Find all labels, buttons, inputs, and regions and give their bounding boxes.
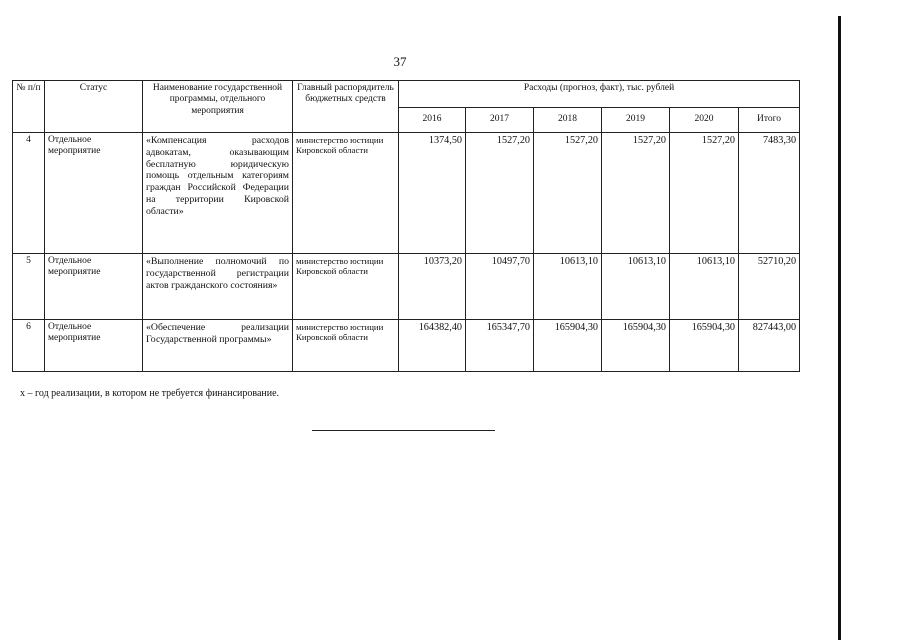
row-status: Отдельное мероприятие — [45, 320, 143, 372]
header-executor: Главный распорядитель бюджетных средств — [293, 81, 399, 133]
row-value: 164382,40 — [399, 320, 466, 372]
table-row — [13, 133, 800, 254]
row-value: 1527,20 — [602, 133, 670, 254]
table-row — [13, 320, 800, 372]
separator-line — [312, 430, 495, 431]
row-value: 1527,20 — [534, 133, 602, 254]
header-year: 2018 — [534, 108, 602, 133]
page-number: 37 — [393, 54, 407, 69]
row-value: 10613,10 — [602, 254, 670, 320]
row-executor: министерство юстиции Кировской области — [293, 254, 399, 320]
row-total: 52710,20 — [739, 254, 800, 320]
row-status: Отдельное мероприятие — [45, 133, 143, 254]
row-value: 10613,10 — [534, 254, 602, 320]
header-year: 2016 — [399, 108, 466, 133]
row-value: 10497,70 — [466, 254, 534, 320]
header-year: 2017 — [466, 108, 534, 133]
header-num: № п/п — [13, 81, 45, 133]
row-name: «Компенсация расходов адвокатам, оказывающим бесплатную юридическую помощь отдельным категориям граждан Российской Федерации на территории Кировской области» — [143, 133, 293, 254]
page-edge-line — [838, 16, 841, 640]
row-name: «Обеспечение реализации Государственной программы» — [143, 320, 293, 372]
row-num: 6 — [13, 320, 45, 372]
row-total: 827443,00 — [739, 320, 800, 372]
row-num: 4 — [13, 133, 45, 254]
row-executor: министерство юстиции Кировской области — [293, 133, 399, 254]
budget-table — [12, 80, 800, 372]
row-value: 165904,30 — [670, 320, 739, 372]
row-value: 10613,10 — [670, 254, 739, 320]
row-executor: министерство юстиции Кировской области — [293, 320, 399, 372]
header-name: Наименование государственной программы, отдельного мероприятия — [143, 81, 293, 133]
row-value: 10373,20 — [399, 254, 466, 320]
row-value: 165904,30 — [602, 320, 670, 372]
row-value: 1527,20 — [466, 133, 534, 254]
row-status: Отдельное мероприятие — [45, 254, 143, 320]
row-value: 1374,50 — [399, 133, 466, 254]
row-value: 165347,70 — [466, 320, 534, 372]
row-value: 165904,30 — [534, 320, 602, 372]
header-total: Итого — [739, 108, 800, 133]
row-total: 7483,30 — [739, 133, 800, 254]
table-row — [13, 254, 800, 320]
row-value: 1527,20 — [670, 133, 739, 254]
header-year: 2020 — [670, 108, 739, 133]
header-row — [13, 81, 800, 108]
header-year: 2019 — [602, 108, 670, 133]
footnote: х – год реализации, в котором не требуется финансирование. — [20, 388, 280, 399]
row-name: «Выполнение полномочий по государственной регистрации актов гражданского состояния» — [143, 254, 293, 320]
row-num: 5 — [13, 254, 45, 320]
header-expenses: Расходы (прогноз, факт), тыс. рублей — [399, 81, 800, 108]
header-status: Статус — [45, 81, 143, 133]
